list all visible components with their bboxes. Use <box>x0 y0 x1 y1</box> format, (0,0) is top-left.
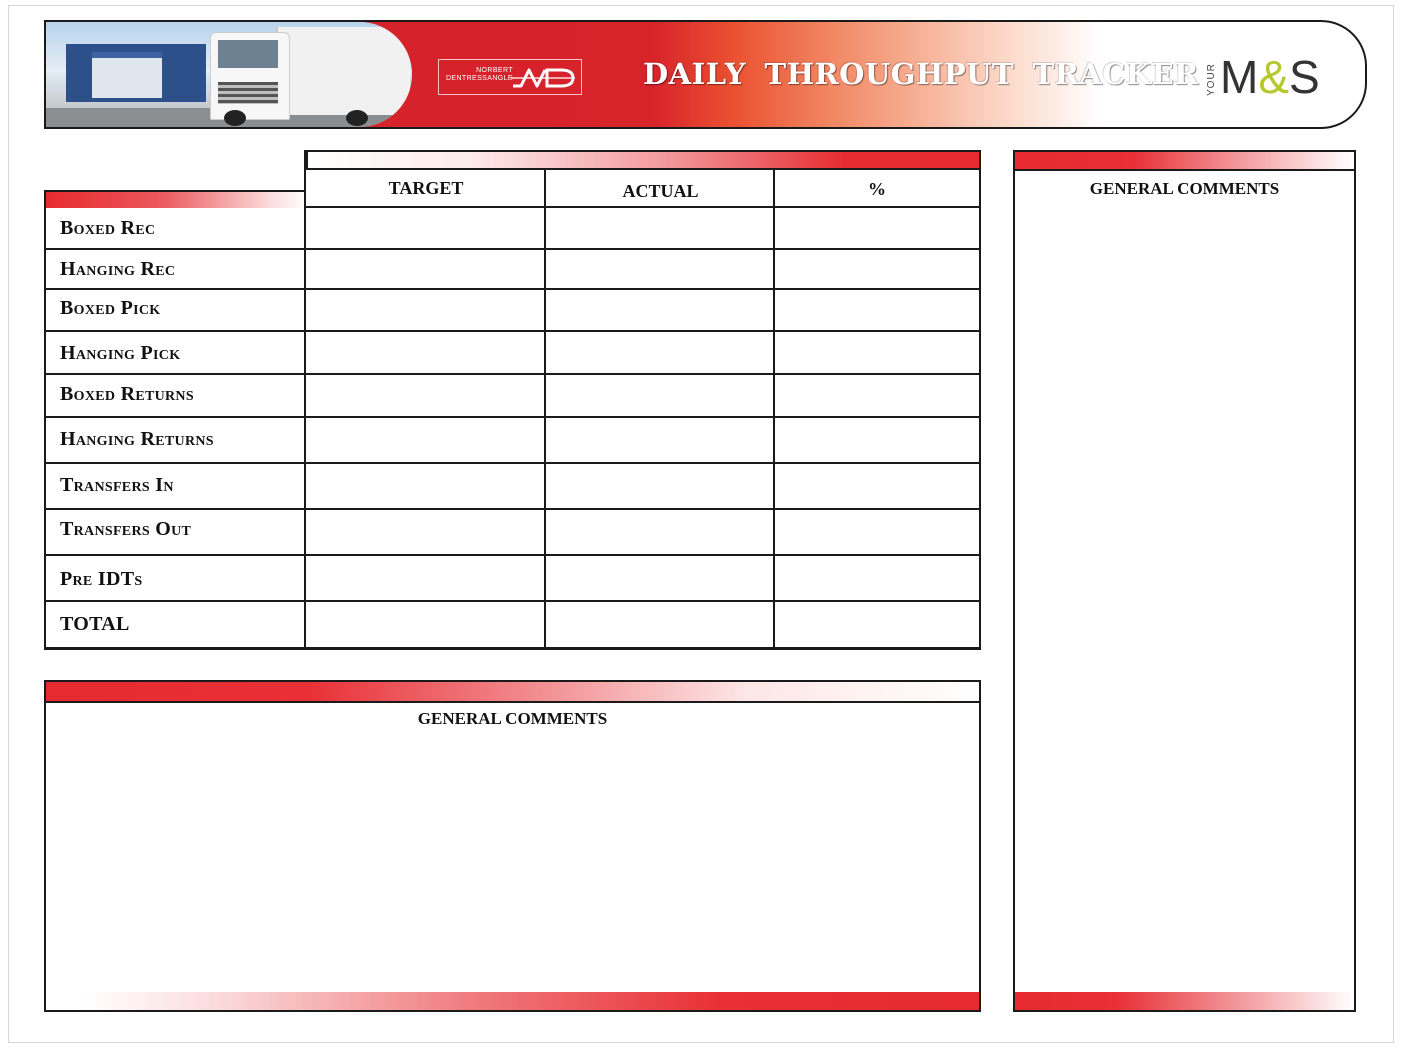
column-header-actual: ACTUAL <box>544 168 775 208</box>
general-comments-right-panel <box>1013 150 1356 1012</box>
marks-and-spencer-logo <box>1206 52 1336 102</box>
depot-truck-photo <box>46 22 412 127</box>
table-row <box>44 375 981 418</box>
comments-area[interactable] <box>1025 208 1344 984</box>
table-row <box>44 556 981 602</box>
logo-m: M <box>1220 51 1259 103</box>
target-cell[interactable] <box>304 602 546 647</box>
target-cell[interactable] <box>304 510 546 554</box>
logo-line-2: DENTRESSANGLE <box>445 75 513 82</box>
target-cell[interactable] <box>304 250 546 288</box>
target-cell[interactable] <box>304 290 546 330</box>
general-comments-title: GENERAL COMMENTS <box>1089 179 1280 198</box>
table-row <box>44 290 981 332</box>
throughput-table <box>44 168 981 650</box>
actual-cell[interactable] <box>544 418 775 462</box>
target-cell[interactable] <box>304 556 546 600</box>
actual-cell[interactable] <box>544 290 775 330</box>
general-comments-bottom-panel <box>44 680 981 1012</box>
target-cell[interactable] <box>304 375 546 416</box>
actual-cell[interactable] <box>544 250 775 288</box>
panel-top-bar <box>46 682 979 703</box>
row-label-hanging-pick: Hanging Pick <box>60 342 181 364</box>
comments-area[interactable] <box>56 738 969 984</box>
percent-cell[interactable] <box>773 464 979 508</box>
percent-cell[interactable] <box>773 418 979 462</box>
row-label-transfers-out: Transfers Out <box>60 518 192 540</box>
nd-mark-icon <box>511 66 577 90</box>
logo-ampersand: & <box>1258 51 1290 103</box>
percent-cell[interactable] <box>773 290 979 330</box>
row-label-pre-idts: Pre IDTs <box>60 568 143 590</box>
percent-cell[interactable] <box>773 250 979 288</box>
general-comments-title: GENERAL COMMENTS <box>417 709 608 728</box>
table-row <box>44 332 981 375</box>
logo-prefix: YOUR <box>1206 63 1217 96</box>
table-row-total <box>44 602 981 650</box>
actual-cell[interactable] <box>544 464 775 508</box>
header-banner <box>44 20 1367 129</box>
row-label-transfers-in: Transfers In <box>60 474 174 496</box>
column-header-percent: % <box>773 168 981 208</box>
target-cell[interactable] <box>304 418 546 462</box>
actual-cell[interactable] <box>544 510 775 554</box>
table-header-bar <box>304 150 981 170</box>
percent-cell[interactable] <box>773 332 979 373</box>
percent-cell[interactable] <box>773 375 979 416</box>
logo-s: S <box>1289 51 1320 103</box>
row-label-boxed-rec: Boxed Rec <box>60 217 156 239</box>
table-row <box>44 464 981 510</box>
target-cell[interactable] <box>304 208 546 248</box>
table-row <box>44 208 981 250</box>
row-label-total: TOTAL <box>60 613 130 635</box>
logo-line-1: NORBERT <box>476 67 513 74</box>
page-title: DAILY THROUGHPUT TRACKER <box>643 57 1199 91</box>
target-cell[interactable] <box>304 332 546 373</box>
panel-top-bar <box>1015 152 1354 171</box>
row-label-hanging-returns: Hanging Returns <box>60 428 214 450</box>
actual-cell[interactable] <box>544 602 775 647</box>
row-label-boxed-returns: Boxed Returns <box>60 383 194 405</box>
percent-cell[interactable] <box>773 208 979 248</box>
percent-cell[interactable] <box>773 602 979 647</box>
actual-cell[interactable] <box>544 375 775 416</box>
panel-bottom-bar <box>1015 992 1354 1010</box>
row-label-hanging-rec: Hanging Rec <box>60 258 176 280</box>
table-row <box>44 418 981 464</box>
actual-cell[interactable] <box>544 556 775 600</box>
percent-cell[interactable] <box>773 556 979 600</box>
norbert-dentressangle-logo <box>438 59 582 95</box>
actual-cell[interactable] <box>544 332 775 373</box>
table-row <box>44 250 981 290</box>
actual-cell[interactable] <box>544 208 775 248</box>
target-cell[interactable] <box>304 464 546 508</box>
percent-cell[interactable] <box>773 510 979 554</box>
panel-bottom-bar <box>46 992 979 1010</box>
row-label-boxed-pick: Boxed Pick <box>60 297 161 319</box>
table-row <box>44 510 981 556</box>
column-header-target: TARGET <box>304 168 546 208</box>
